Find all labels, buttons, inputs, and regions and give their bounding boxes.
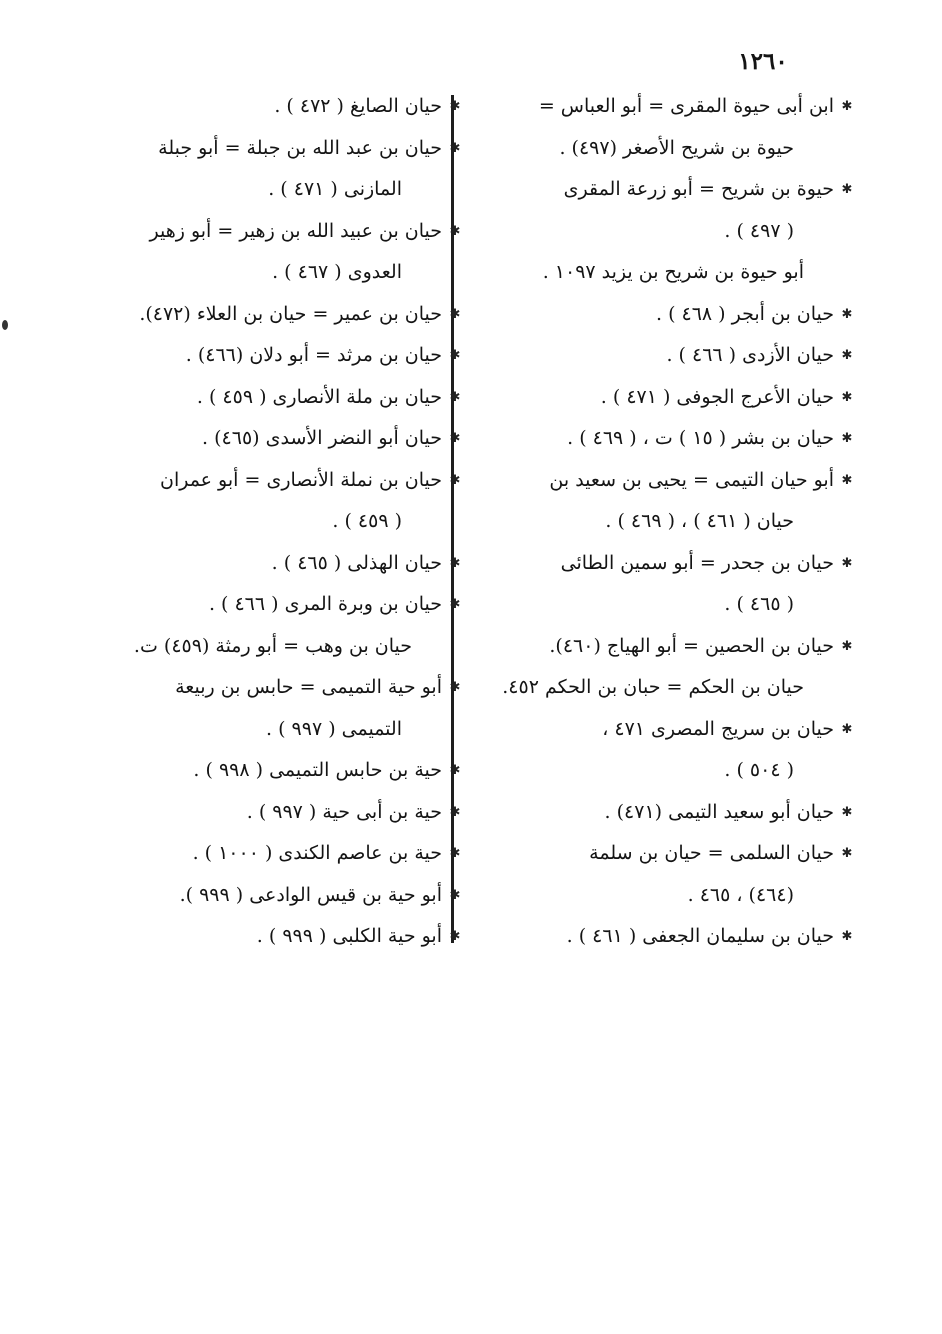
index-entry xyxy=(70,875,461,917)
entry-line: حيان الأعرج الجوفى ( ٤٧١ ) . xyxy=(600,385,834,408)
entry-continuation-line: حيان ( ٤٦١ ) ، ( ٤٦٩ ) . xyxy=(605,510,794,532)
asterisk-marker-icon: ✱ xyxy=(841,721,853,737)
entry-line: أبو حية الكلبى ( ٩٩٩ ) . xyxy=(256,925,442,947)
entry-continuation-line: التميمى ( ٩٩٧ ) . xyxy=(266,717,402,740)
entry-line: حيان بن سليمان الجعفى ( ٤٦١ ) . xyxy=(566,925,834,947)
asterisk-marker-icon: ✱ xyxy=(841,306,853,322)
entry-line: حيان بن أبجر ( ٤٦٨ ) . xyxy=(655,302,834,325)
index-entry xyxy=(70,543,461,585)
index-entry xyxy=(70,584,461,626)
index-entry xyxy=(70,377,461,419)
entry-line: حيان بن مرثد = أبو دلان (٤٦٦) . xyxy=(185,344,442,366)
index-entry xyxy=(462,709,853,792)
asterisk-marker-icon: ✱ xyxy=(449,887,461,903)
entry-continuation-line: ( ٤٥٩ ) . xyxy=(332,510,402,532)
index-entry xyxy=(462,377,853,419)
entry-line: حيان أبو سعيد التيمى (٤٧١) . xyxy=(604,800,834,823)
index-entry xyxy=(70,792,461,834)
index-entry xyxy=(462,543,853,626)
entry-line: حيان بن عبد الله بن جبلة = أبو جبلة xyxy=(158,136,442,159)
asterisk-marker-icon: ✱ xyxy=(449,472,461,488)
entry-continuation-line: العدوى ( ٤٦٧ ) . xyxy=(272,261,402,283)
asterisk-marker-icon: ✱ xyxy=(449,348,461,363)
entry-continuation-line: ( ٥٠٤ ) . xyxy=(724,759,794,781)
asterisk-marker-icon: ✱ xyxy=(449,680,461,695)
entry-line: حيان الهذلى ( ٤٦٥ ) . xyxy=(271,551,442,574)
asterisk-marker-icon: ✱ xyxy=(449,306,461,322)
entry-line: حيان السلمى = حيان بن سلمة xyxy=(589,842,834,864)
index-entry xyxy=(70,128,461,211)
asterisk-marker-icon: ✱ xyxy=(449,223,461,239)
index-entry xyxy=(70,418,461,460)
entry-line: حيان بن عبيد الله بن زهير = أبو زهير xyxy=(149,219,442,242)
asterisk-marker-icon: ✱ xyxy=(841,555,853,571)
asterisk-marker-icon: ✱ xyxy=(449,763,461,778)
index-entry xyxy=(70,460,461,543)
index-entry xyxy=(70,335,461,377)
index-entry xyxy=(70,86,461,128)
index-entry xyxy=(462,252,834,294)
entry-line: أبو حية التميمى = حابس بن ربيعة xyxy=(175,676,442,698)
entry-continuation-line: حيوة بن شريح الأصغر (٤٩٧) . xyxy=(559,136,794,159)
index-entry xyxy=(70,667,461,750)
index-entry xyxy=(70,626,442,668)
index-entry xyxy=(462,335,853,377)
index-entry xyxy=(462,418,853,460)
right-column xyxy=(462,86,853,958)
asterisk-marker-icon: ✱ xyxy=(449,555,461,571)
index-entry xyxy=(462,833,853,916)
asterisk-marker-icon: ✱ xyxy=(449,804,461,820)
index-entry xyxy=(462,916,853,958)
index-entry xyxy=(462,626,853,668)
left-column xyxy=(70,86,461,958)
entry-continuation-line: المازنى ( ٤٧١ ) . xyxy=(268,178,402,200)
index-entry xyxy=(462,86,853,169)
entry-line: حية بن أبى حية ( ٩٩٧ ) . xyxy=(246,800,442,823)
index-entry xyxy=(462,792,853,834)
index-entry xyxy=(70,833,461,875)
entry-continuation-line: ( ٤٩٧ ) . xyxy=(724,219,794,242)
asterisk-marker-icon: ✱ xyxy=(449,99,461,114)
entry-line: حيان أبو النضر الأسدى (٤٦٥) . xyxy=(202,427,442,449)
entry-line: حيان بن الحصين = أبو الهياج (٤٦٠). xyxy=(549,634,834,657)
entry-line: أبو حيان التيمى = يحيى بن سعيد بن xyxy=(549,468,834,491)
asterisk-marker-icon: ✱ xyxy=(449,846,461,861)
index-entry xyxy=(462,294,853,336)
entry-line: أبو حية بن قيس الوادعى ( ٩٩٩ ). xyxy=(179,883,442,906)
entry-line: ابن أبى حيوة المقرى = أبو العباس = xyxy=(538,95,834,117)
index-entry xyxy=(70,294,461,336)
index-entry xyxy=(70,750,461,792)
asterisk-marker-icon: ✱ xyxy=(841,348,853,363)
entry-line: أبو حيوة بن شريح بن يزيد ١٠٩٧ . xyxy=(542,261,804,283)
entry-line: حيان بن الحكم = حبان بن الحكم ٤٥٢. xyxy=(502,676,804,698)
entry-line: حيان الأزدى ( ٤٦٦ ) . xyxy=(666,344,834,366)
asterisk-marker-icon: ✱ xyxy=(449,431,461,446)
asterisk-marker-icon: ✱ xyxy=(841,929,853,944)
entry-line: حيان بن جحدر = أبو سمين الطائى xyxy=(560,551,834,574)
entry-line: حيان بن سريج المصرى ٤٧١ ، xyxy=(602,717,834,740)
asterisk-marker-icon: ✱ xyxy=(449,929,461,944)
asterisk-marker-icon: ✱ xyxy=(841,472,853,488)
entry-line: حيان بن نملة الأنصارى = أبو عمران xyxy=(159,468,442,491)
index-entry xyxy=(462,667,834,709)
entry-line: حيان بن عمير = حيان بن العلاء (٤٧٢). xyxy=(139,302,442,325)
entry-continuation-line: (٤٦٤) ، ٤٦٥ . xyxy=(687,883,794,906)
entry-continuation-line: ( ٤٦٥ ) . xyxy=(724,593,794,615)
entry-line: حية بن حابس التميمى ( ٩٩٨ ) . xyxy=(193,759,442,781)
entry-line: حيوة بن شريح = أبو زرعة المقرى xyxy=(563,178,834,200)
index-entry xyxy=(462,169,853,252)
index-entry xyxy=(70,916,461,958)
asterisk-marker-icon: ✱ xyxy=(449,140,461,156)
asterisk-marker-icon: ✱ xyxy=(841,182,853,197)
index-entry xyxy=(462,460,853,543)
asterisk-marker-icon: ✱ xyxy=(449,597,461,612)
asterisk-marker-icon: ✱ xyxy=(841,389,853,405)
page-number: ١٢٦٠ xyxy=(738,48,788,75)
entry-line: حيان الصايغ ( ٤٧٢ ) . xyxy=(274,95,442,117)
asterisk-marker-icon: ✱ xyxy=(841,99,853,114)
asterisk-marker-icon: ✱ xyxy=(841,638,853,654)
entry-line: حيان بن وبرة المرى ( ٤٦٦ ) . xyxy=(208,593,442,615)
asterisk-marker-icon: ✱ xyxy=(841,846,853,861)
index-entry xyxy=(70,211,461,294)
asterisk-marker-icon: ✱ xyxy=(449,389,461,405)
asterisk-marker-icon: ✱ xyxy=(841,431,853,446)
scan-edge-mark xyxy=(2,320,8,330)
entry-line: حيان بن ملة الأنصارى ( ٤٥٩ ) . xyxy=(196,385,442,408)
entry-line: حية بن عاصم الكندى ( ١٠٠٠ ) . xyxy=(192,842,442,864)
asterisk-marker-icon: ✱ xyxy=(841,804,853,820)
entry-line: حيان بن وهب = أبو رمثة (٤٥٩) ت. xyxy=(133,634,412,657)
entry-line: حيان بن بشر ( ١٥ ) ت ، ( ٤٦٩ ) . xyxy=(567,427,834,449)
